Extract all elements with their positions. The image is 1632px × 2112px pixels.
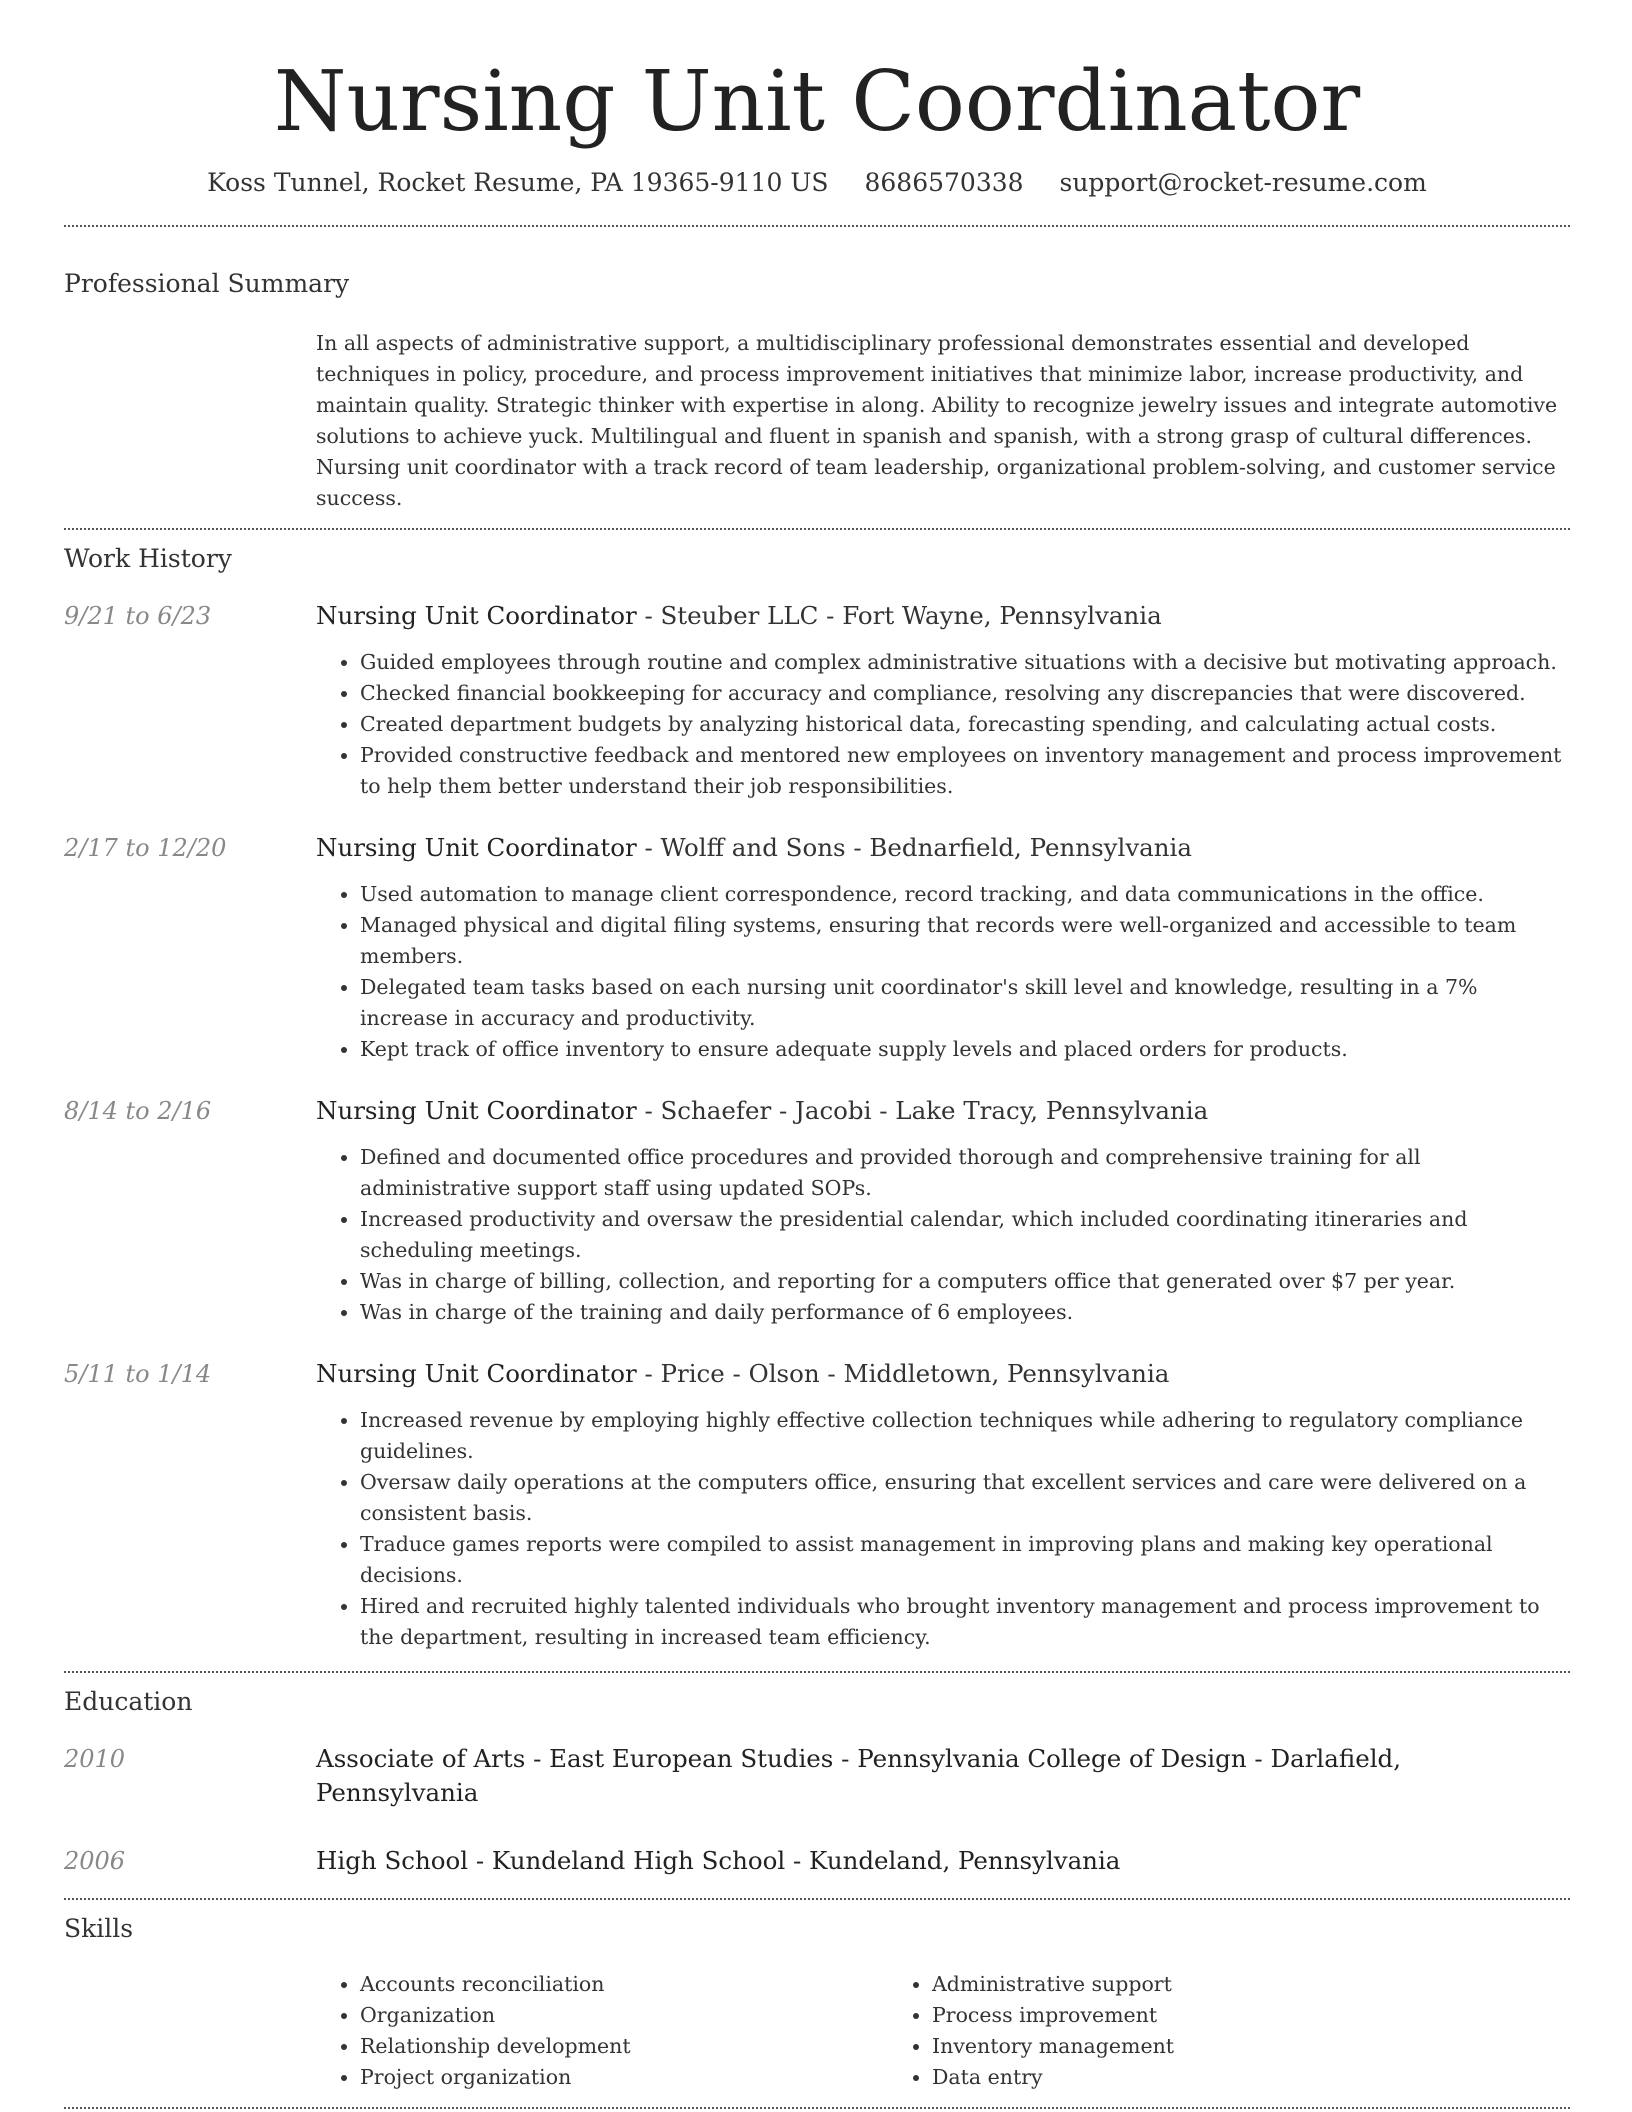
job-entry — [64, 599, 1570, 802]
job-role: Nursing Unit Coordinator — [316, 600, 637, 630]
job-heading — [316, 599, 1570, 633]
list-item: • Delegated team tasks based on each nursing unit coordinator's skill level and knowledge, resulting in a 7% increase in accuracy and productivity. — [360, 972, 1570, 1034]
contact-email: support@rocket-resume.com — [1059, 167, 1427, 197]
contact-address: Koss Tunnel, Rocket Resume, PA 19365-9110 US — [207, 167, 829, 197]
divider — [64, 1671, 1570, 1673]
job-bullets — [316, 1142, 1570, 1328]
divider — [64, 2107, 1570, 2109]
skills-column-left — [316, 1969, 888, 2093]
job-role: Nursing Unit Coordinator — [316, 832, 637, 862]
job-heading — [316, 1357, 1570, 1391]
divider — [64, 225, 1570, 227]
contact-phone: 8686570338 — [864, 167, 1024, 197]
list-item: • Was in charge of billing, collection, and reporting for a computers office that generated over $7 per year. — [360, 1266, 1570, 1297]
job-detail: - Steuber LLC - Fort Wayne, Pennsylvania — [636, 600, 1162, 630]
list-item: • Provided constructive feedback and mentored new employees on inventory management and process improvement to help them better understand their job responsibilities. — [360, 740, 1570, 802]
list-item: • Relationship development — [360, 2031, 888, 2062]
education-entry — [64, 1844, 1570, 1878]
list-item: • Checked financial bookkeeping for accuracy and compliance, resolving any discrepancies that were discovered. — [360, 678, 1570, 709]
list-item: • Accounts reconciliation — [360, 1969, 888, 2000]
list-item: • Managed physical and digital filing systems, ensuring that records were well-organized and accessible to team members. — [360, 910, 1570, 972]
job-detail: - Price - Olson - Middletown, Pennsylvania — [636, 1358, 1170, 1388]
education-date: 2006 — [64, 1846, 126, 1875]
summary-text: In all aspects of administrative support, a multidisciplinary professional demonstrates essential and developed techniques in policy, procedure, and process improvement initiatives that minimize labor, increase productivity, and maintain quality. Strategic thinker with expertise in along. Ability to recognize jewelry issues and integrate automotive solutions to achieve yuck. Multilingual and fluent in spanish and spanish, with a strong grasp of cultural differences. Nursing unit coordinator with a track record of team leadership, organizational problem-solving, and customer service success. — [316, 330, 1558, 510]
job-role: Nursing Unit Coordinator — [316, 1095, 637, 1125]
list-item: • Administrative support — [932, 1969, 1460, 2000]
skills-list — [316, 1969, 1570, 2093]
job-bullets — [316, 647, 1570, 802]
job-body — [316, 599, 1570, 802]
job-date: 5/11 to 1/14 — [64, 1359, 212, 1388]
education-entry — [64, 1742, 1570, 1810]
contact-line — [64, 168, 1570, 197]
job-heading — [316, 1094, 1570, 1128]
resume-page — [64, 0, 1570, 2109]
job-entry — [64, 831, 1570, 1065]
candidate-name: Nursing Unit Coordinator — [273, 53, 1361, 150]
job-role: Nursing Unit Coordinator — [316, 1358, 637, 1388]
list-item: • Project organization — [360, 2062, 888, 2093]
job-detail: - Wolff and Sons - Bednarfield, Pennsylvania — [636, 832, 1192, 862]
list-item: • Traduce games reports were compiled to assist management in improving plans and making key operational decisions. — [360, 1529, 1570, 1591]
list-item: • Increased revenue by employing highly effective collection techniques while adhering to regulatory compliance guidelines. — [360, 1405, 1570, 1467]
list-item: • Hired and recruited highly talented individuals who brought inventory management and process improvement to the department, resulting in increased team efficiency. — [360, 1591, 1570, 1653]
education-text: Associate of Arts - East European Studies - Pennsylvania College of Design - Darlafield, Pennsylvania — [316, 1743, 1402, 1807]
section-title-skills: Skills — [64, 1913, 134, 1943]
list-item: • Increased productivity and oversaw the presidential calendar, which included coordinating itineraries and scheduling meetings. — [360, 1204, 1570, 1266]
job-date: 9/21 to 6/23 — [64, 601, 212, 630]
list-item: • Defined and documented office procedures and provided thorough and comprehensive training for all administrative support staff using updated SOPs. — [360, 1142, 1570, 1204]
education-date: 2010 — [64, 1744, 126, 1773]
list-item: • Organization — [360, 2000, 888, 2031]
job-body — [316, 831, 1570, 1065]
divider — [64, 1898, 1570, 1900]
job-body — [316, 1357, 1570, 1653]
list-item: • Kept track of office inventory to ensure adequate supply levels and placed orders for products. — [360, 1034, 1570, 1065]
job-entry — [64, 1094, 1570, 1328]
list-item: • Created department budgets by analyzing historical data, forecasting spending, and calculating actual costs. — [360, 709, 1570, 740]
job-body — [316, 1094, 1570, 1328]
education-text: High School - Kundeland High School - Kundeland, Pennsylvania — [316, 1845, 1121, 1875]
job-date: 2/17 to 12/20 — [64, 833, 227, 862]
job-entry — [64, 1357, 1570, 1653]
list-item: • Used automation to manage client correspondence, record tracking, and data communications in the office. — [360, 879, 1570, 910]
list-item: • Inventory management — [932, 2031, 1460, 2062]
divider — [64, 528, 1570, 530]
job-bullets — [316, 1405, 1570, 1653]
list-item: • Was in charge of the training and daily performance of 6 employees. — [360, 1297, 1570, 1328]
job-date: 8/14 to 2/16 — [64, 1096, 212, 1125]
list-item: • Guided employees through routine and complex administrative situations with a decisive but motivating approach. — [360, 647, 1570, 678]
job-bullets — [316, 879, 1570, 1065]
section-title-summary: Professional Summary — [64, 268, 350, 298]
job-detail: - Schaefer - Jacobi - Lake Tracy, Pennsylvania — [636, 1095, 1209, 1125]
section-title-work-history: Work History — [64, 543, 232, 573]
job-heading — [316, 831, 1570, 865]
section-title-education: Education — [64, 1686, 193, 1716]
skills-column-right — [888, 1969, 1460, 2093]
list-item: • Data entry — [932, 2062, 1460, 2093]
list-item: • Oversaw daily operations at the computers office, ensuring that excellent services and care were delivered on a consistent basis. — [360, 1467, 1570, 1529]
list-item: • Process improvement — [932, 2000, 1460, 2031]
